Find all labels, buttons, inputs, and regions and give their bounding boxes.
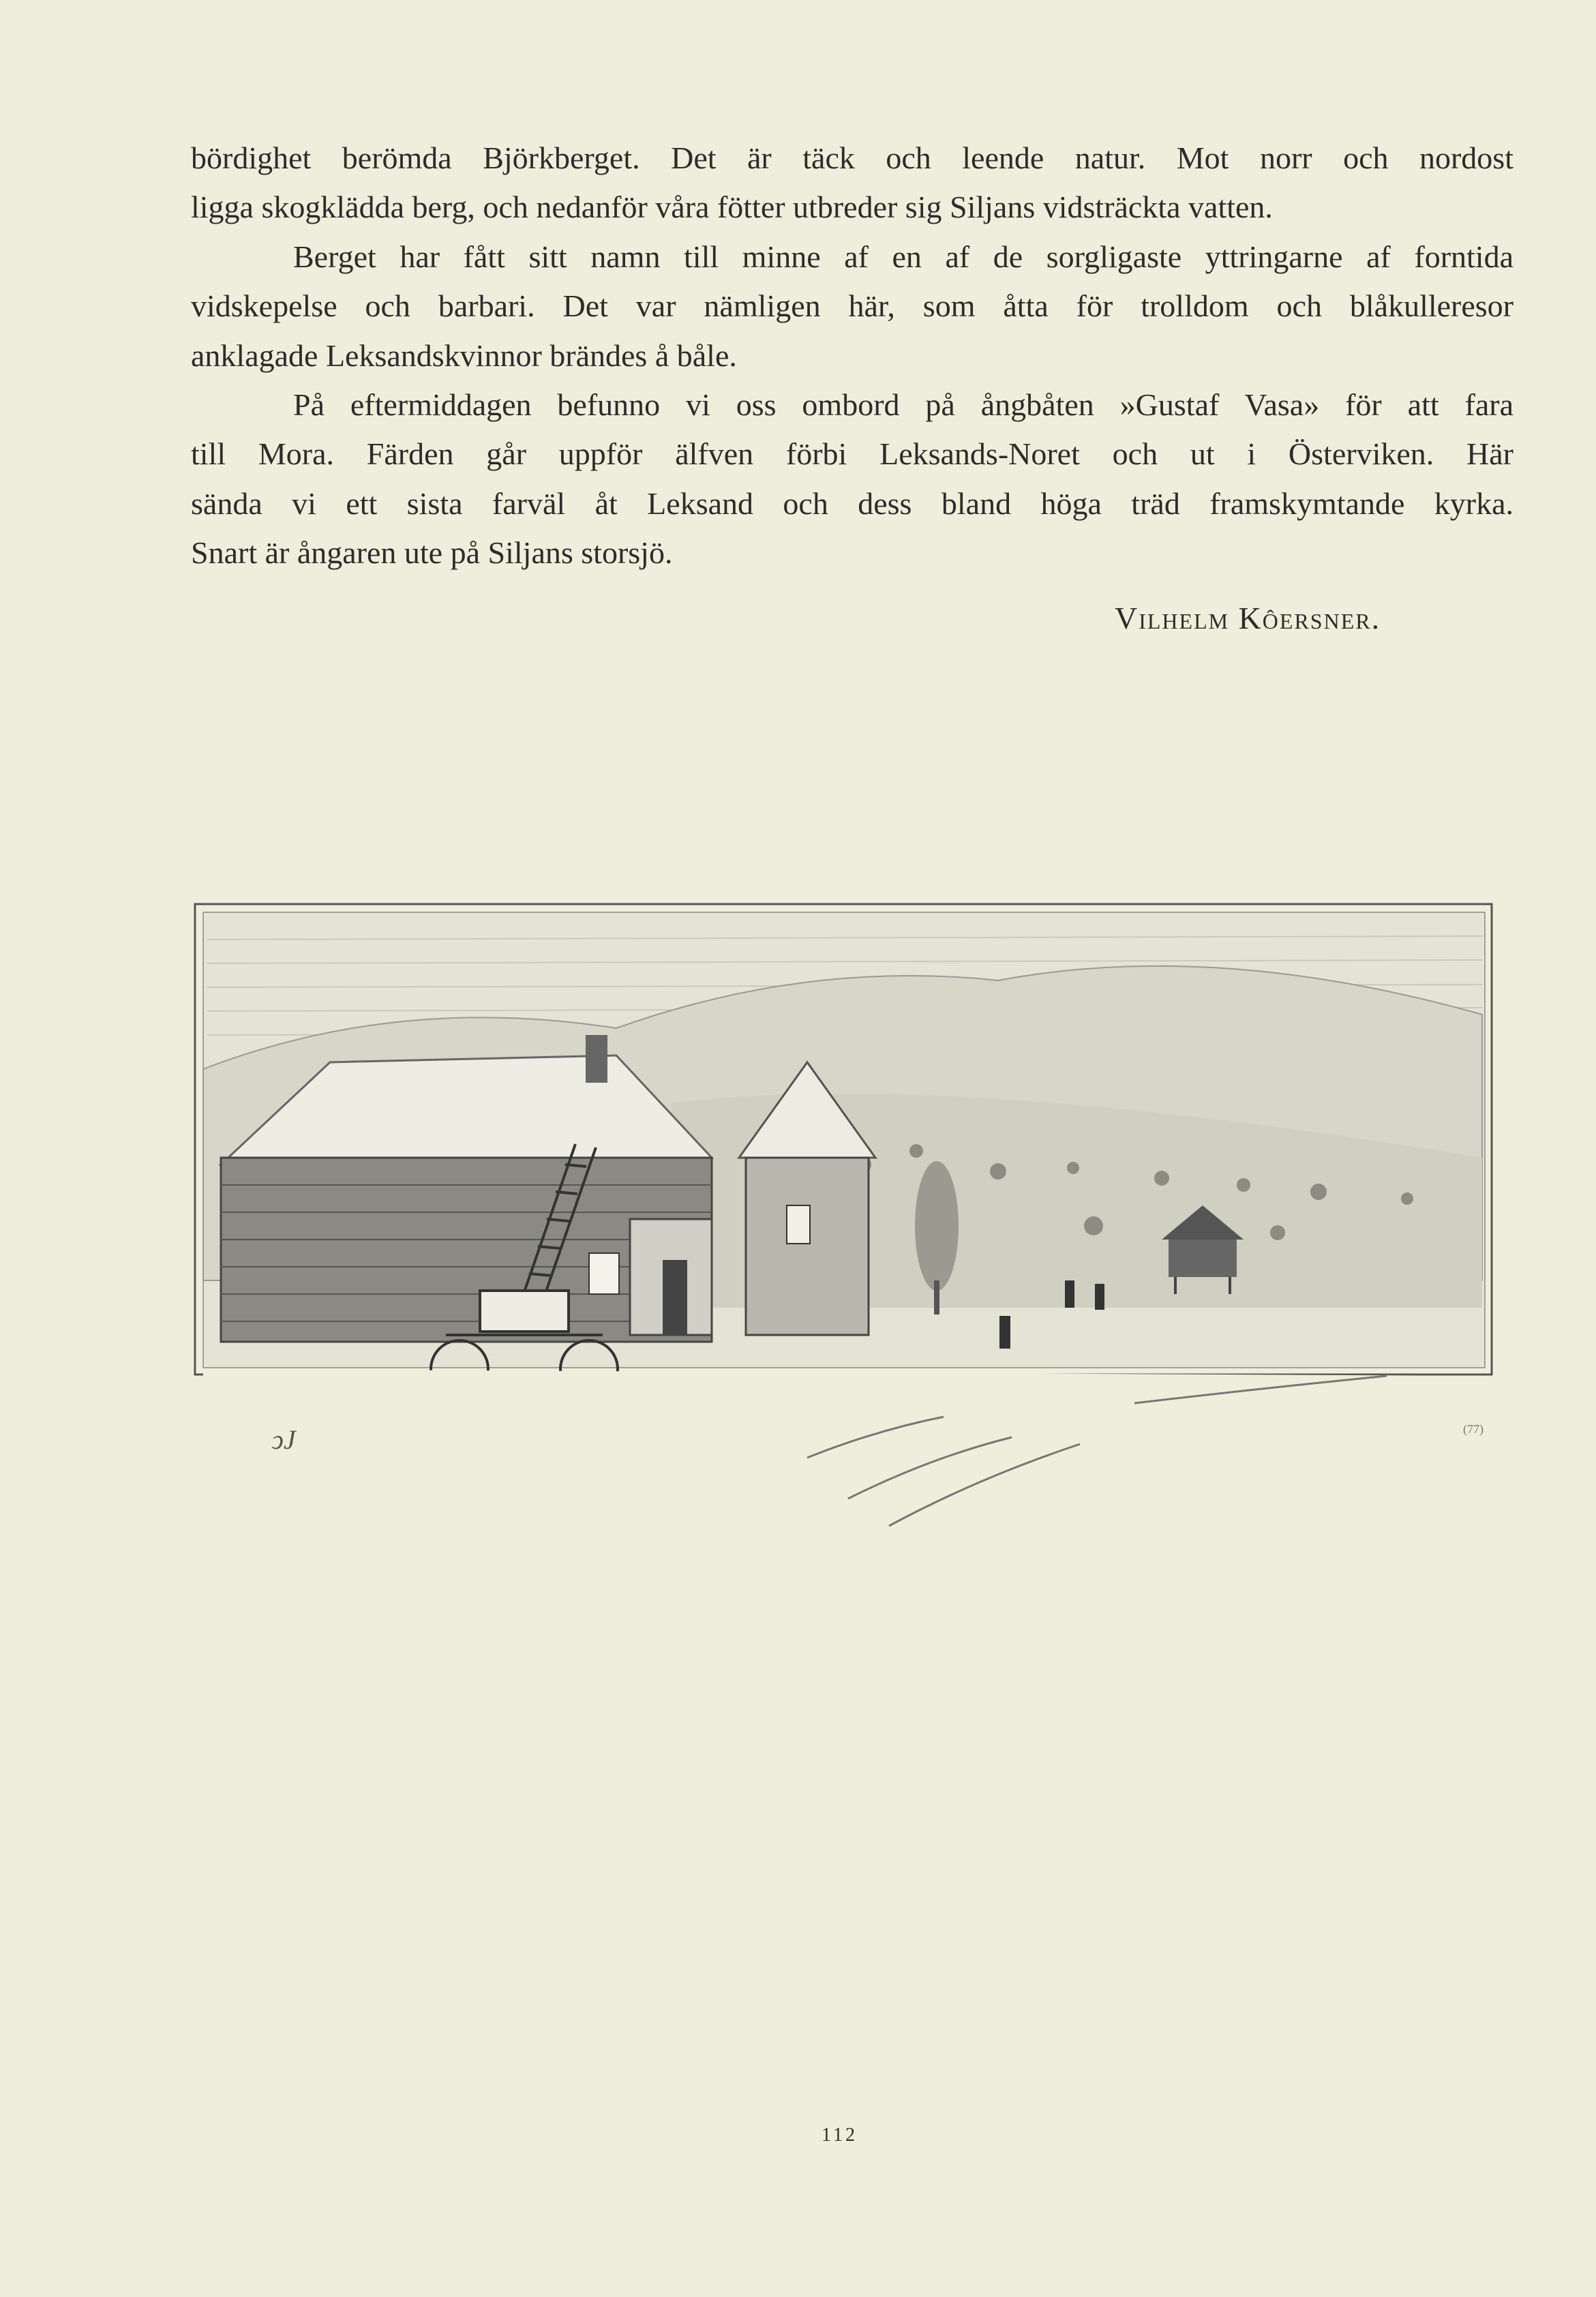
text-line: bördighet berömda Björkberget. Det är täck och leende natur. Mot norr och nordost: [191, 140, 1514, 175]
text-line: Snart är ångaren ute på Siljans storsjö.: [191, 535, 673, 571]
storehouse: [1169, 1240, 1237, 1277]
text-line: ligga skogklädda berg, och nedanför våra fötter utbreder sig Siljans vidsträckta vatten.: [191, 190, 1273, 225]
gable-house-wall: [746, 1158, 869, 1335]
text-line: till Mora. Färden går uppför älfven förbi Leksands-Noret och ut i Österviken. Här: [191, 436, 1514, 472]
snowy-foreground: [203, 1369, 1482, 1512]
shed-door: [663, 1260, 687, 1335]
paragraph-1: [191, 134, 1514, 232]
author-signature: Vilhelm Kôersner.: [1115, 601, 1381, 635]
body-text: [191, 134, 1514, 578]
gable-house-window: [787, 1205, 810, 1244]
page-number: 112: [822, 2125, 858, 2146]
corner-mark: (77): [1463, 1422, 1484, 1436]
text-line: Berget har fått sitt namn till minne af en af de sorgligaste yttringarne af forntida: [293, 239, 1514, 274]
text-line: sända vi ett sista farväl åt Leksand och dess bland höga träd framskymtande kyrka.: [191, 485, 1514, 521]
text-line: På eftermiddagen befunno vi oss ombord på ångbåten »Gustaf Vasa» för att fara: [293, 387, 1514, 423]
paragraph-2: [191, 232, 1514, 380]
tall-tree: [915, 1161, 959, 1291]
farmhouse-window: [589, 1253, 619, 1294]
village-winter-illustration: [194, 899, 1494, 1553]
artist-monogram: ↄJ: [271, 1424, 296, 1455]
chimney: [586, 1035, 607, 1083]
paragraph-3: [191, 380, 1514, 578]
text-line: anklagade Leksandskvinnor brändes å båle.: [191, 337, 737, 373]
text-line: vidskepelse och barbari. Det var nämligen här, som åtta för trolldom och blåkulleresor: [191, 288, 1514, 324]
